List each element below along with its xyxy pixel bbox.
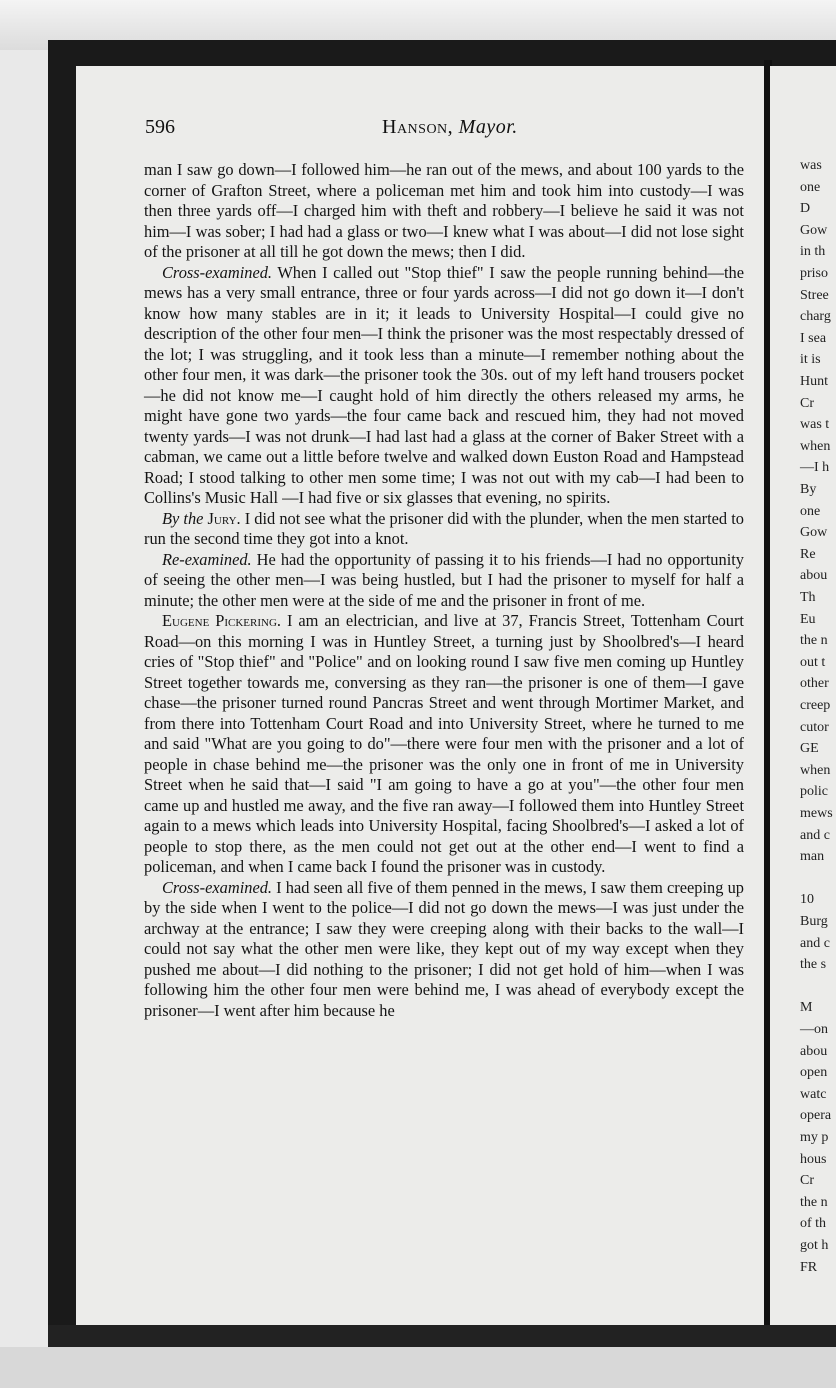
paragraph-lead: Cross-examined. (162, 262, 273, 282)
adjacent-page-fragment: when (800, 762, 831, 778)
paragraph-text: I did not see what the prisoner did with the plunder, when the men started to run the second time they got into a knot. (144, 508, 744, 548)
adjacent-page-fragment: mews (800, 806, 833, 821)
adjacent-page-fragment: and c (800, 935, 830, 951)
adjacent-page-fragment: creep (800, 698, 831, 713)
paragraph (144, 509, 744, 550)
adjacent-page-fragment: charg (800, 309, 831, 325)
adjacent-page-fragment: Cr (800, 1173, 814, 1189)
adjacent-page-fragment: when (800, 438, 831, 454)
adjacent-page-fragment: opera (800, 1108, 832, 1124)
adjacent-page-fragment: one (800, 503, 821, 519)
adjacent-page-fragment: M (800, 1000, 813, 1016)
adjacent-page-fragment: the n (800, 633, 828, 649)
adjacent-page-fragment: was (800, 158, 822, 173)
adjacent-page-fragment: hous (800, 1151, 827, 1167)
adjacent-page-fragment: I sea (800, 330, 827, 346)
scan-border-bottom (48, 1325, 836, 1347)
adjacent-page-fragment: Th (800, 590, 816, 605)
running-head (382, 116, 518, 139)
adjacent-page-fragment: the n (800, 1194, 828, 1210)
adjacent-page-fragment: my p (800, 1130, 829, 1145)
paragraph-text: I am an electrician, and live at 37, Francis Street, Tottenham Court Road—on this morning I was in Huntley Street, a turning just by Shoolbred's—I heard cries of "Stop thief" and "Police" and on looking round I saw five men coming up Huntley Street together towards me, conversing as they ran—the prisoner is one of them—I gave chase—the prisoner turned round Pancras Street and went through Mortimer Market, and from there into Tottenham Court Road and into University Street, where he turned to me and said "What are you going to do"—there were four men with the prisoner and a lot of people in chase behind me—the prisoner was the only one in front of me in University Street when he said that—I said "I am going to have a go at you"—the other four men came up and hustled me away, and the five ran away—I followed them into Huntley Street again to a mews which leads into University Hospital, facing Shoolbred's—I asked a lot of people to stop there, as the men could not get out at the other end—I went to find a policeman, and when I came back I found the prisoner was in custody. (144, 611, 744, 876)
adjacent-page-fragment: man (800, 849, 825, 865)
paragraph (144, 160, 744, 263)
adjacent-page-fragment: GE (800, 741, 819, 757)
adjacent-page-fragment: —I h (800, 460, 830, 476)
paragraph-text: I had seen all five of them penned in the mews, I saw them creeping up by the side when I went to the police—I did not go down the mews—I was just under the archway at the entrance; I saw they were creeping along with their backs to the wall—I could not say what the other men were like, they kept out of my way except when they pushed me about—I did nothing to the prisoner; I did not get hold of him—when I was following him the other four men were behind me, I was ahead of everybody except the prisoner—I went after him because he (144, 877, 744, 1020)
adjacent-page-fragment: one (800, 179, 821, 195)
adjacent-page-fragment: it is (800, 352, 821, 368)
scan-bottom-margin (0, 1347, 836, 1388)
adjacent-page-fragment: in th (800, 244, 826, 260)
adjacent-page-fragment: Gow (800, 525, 828, 541)
adjacent-page-fragment: Gow (800, 222, 828, 238)
adjacent-page-fragment: cutor (800, 719, 829, 735)
adjacent-page-fragment: By (800, 482, 817, 497)
adjacent-page-fragment: D (800, 201, 811, 217)
adjacent-page-fragment: polic (800, 784, 828, 800)
adjacent-page-fragment: abou (800, 1043, 828, 1059)
adjacent-page-fragment: Cr (800, 395, 814, 411)
adjacent-page-fragment: Hunt (800, 374, 828, 389)
adjacent-page-fragment: Burg (800, 914, 828, 929)
adjacent-page-fragment: Eu (800, 611, 816, 627)
adjacent-page-fragment: the s (800, 957, 827, 973)
page-number: 596 (145, 116, 175, 138)
paragraph (144, 263, 744, 509)
running-head-title: Mayor. (458, 116, 518, 138)
adjacent-page-edge (770, 66, 836, 1328)
adjacent-page-fragment: was t (800, 417, 830, 433)
paragraph-lead-smallcaps: Jury. (207, 508, 241, 528)
running-head-name: Hanson, (382, 116, 454, 138)
adjacent-page-fragment: 10 (800, 892, 814, 908)
scan-border-left (48, 40, 76, 1340)
paragraph (144, 550, 744, 612)
paragraph-text: He had the opportunity of passing it to his friends—I had no opportunity of seeing the other men—I was being hustled, but I had the prisoner to myself for half a minute; the other men were at the side of me and the prisoner in front of me. (144, 549, 744, 610)
adjacent-page-fragment: open (800, 1065, 828, 1081)
adjacent-page-fragment: of th (800, 1216, 827, 1232)
witness-name: Eugene Pickering. (162, 611, 282, 630)
adjacent-page-fragment: Re (800, 546, 816, 562)
adjacent-page-fragment: —on (800, 1022, 828, 1037)
scan-border-top (48, 40, 836, 68)
paragraph-lead: Re-examined. (162, 549, 252, 569)
adjacent-page-fragment: got h (800, 1238, 829, 1253)
paragraph-text: man I saw go down—I followed him—he ran out of the mews, and about 100 yards to the corner of Grafton Street, where a policeman met him and took him into custody—I was then three yards off—I charged him with theft and robbery—I believe he said it was not him—I was sober; I had had a glass or two—I knew what I was about—I did not lose sight of the prisoner at all till he got down the mews; then I did. (144, 160, 744, 261)
adjacent-page-fragment: out t (800, 654, 826, 670)
paragraph (144, 611, 744, 878)
adjacent-page-fragment: watc (800, 1086, 827, 1102)
adjacent-page-fragment: priso (800, 266, 828, 281)
paragraph-lead: By the (162, 508, 204, 528)
adjacent-page-fragment: FR (800, 1259, 818, 1275)
paragraph (144, 878, 744, 1022)
adjacent-page-fragment: abou (800, 568, 828, 584)
adjacent-page-fragment: other (800, 676, 829, 692)
adjacent-page-fragment: Stree (800, 287, 829, 303)
paragraph-text: When I called out "Stop thief" I saw the people running behind—the mews has a very small entrance, three or four yards across—I did not go down it—I don't know how many stables are in it; it leads to University Hospital—I could give no description of the other four men—I think the prisoner was the most respectably dressed of the lot; I was struggling, and it took less than a minute—I remember nothing about the other four men, it was dark—the prisoner took the 30s. out of my left hand trousers pocket—he did not know me—I caught hold of him directly the others released my arms, he might have gone two yards—the four came back and rescued him, they had not moved twenty yards—I was not drunk—I had last had a glass at the corner of Baker Street with a cabman, we came out a little before twelve and walked down Euston Road and Hampstead Road; I stood talking to other men some time; I was not out with my cab—I had been to Collins's Music Hall —I had five or six glasses that evening, no spirits. (144, 262, 744, 507)
page-header (145, 116, 745, 146)
paragraph-lead: Cross-examined. (162, 877, 273, 897)
body-text (144, 160, 744, 1021)
adjacent-page-fragment: and c (800, 827, 830, 843)
